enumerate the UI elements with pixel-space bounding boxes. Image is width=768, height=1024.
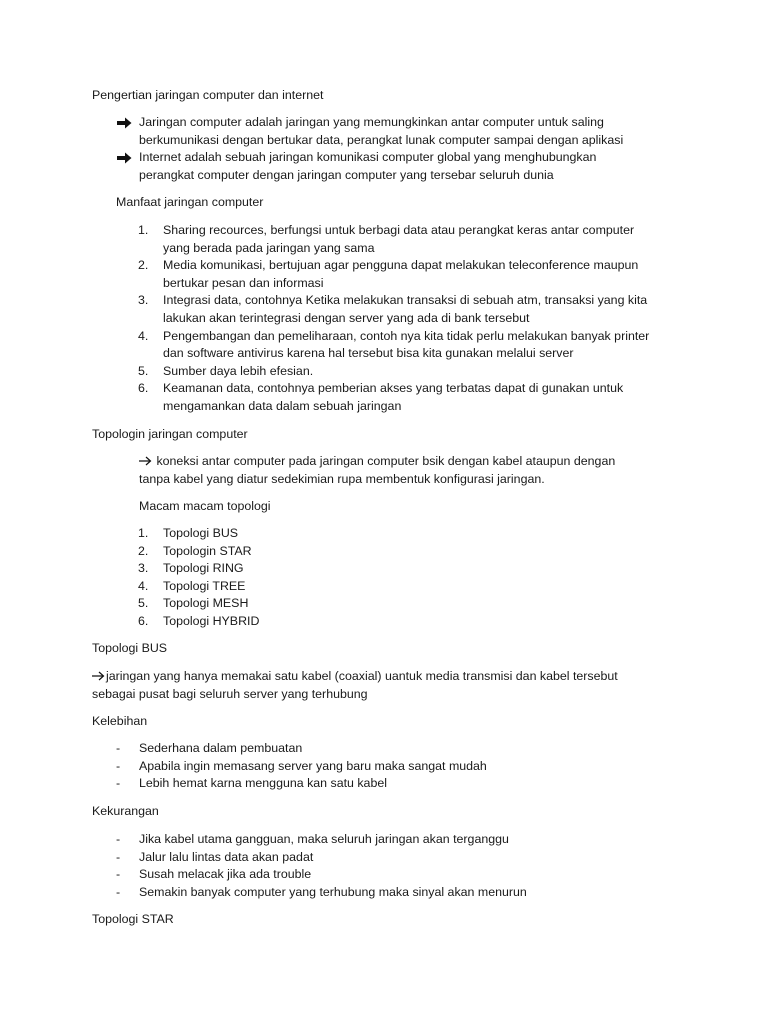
list-item	[0, 758, 768, 776]
list-text: Topologi MESH	[163, 596, 249, 611]
right-arrow-bullet-icon	[117, 149, 133, 167]
section-heading-kekurangan	[0, 803, 768, 821]
list-number: 4.	[138, 328, 149, 343]
bus-definition	[0, 668, 768, 703]
list-item	[0, 595, 768, 613]
list-number: 2.	[138, 258, 149, 273]
heading-text: Macam macam topologi	[139, 499, 271, 513]
heading-text: Topologin jaringan computer	[92, 427, 248, 441]
list-text: Lebih hemat karna mengguna kan satu kabel	[139, 776, 387, 791]
list-text: Apabila ingin memasang server yang baru maka sangat mudah	[139, 758, 487, 773]
list-item	[0, 292, 768, 327]
dash-bullet: -	[116, 867, 121, 882]
list-text: yang berada pada jaringan yang sama	[163, 240, 375, 255]
list-text: Integrasi data, contohnya Ketika melakukan transaksi di sebuah atm, transaksi yang kita	[163, 293, 648, 308]
list-number: 5.	[138, 363, 149, 378]
list-text: Topologi HYBRID	[163, 613, 260, 628]
right-arrow-icon	[139, 456, 152, 466]
heading-text: Topologi STAR	[92, 912, 174, 926]
list-text: Jalur lalu lintas data akan padat	[139, 849, 314, 864]
section-heading-macam	[0, 498, 768, 516]
list-text: Media komunikasi, bertujuan agar pengguna dapat melakukan teleconference maupun	[163, 258, 639, 273]
dash-bullet: -	[116, 832, 121, 846]
list-text: Semakin banyak computer yang terhubung maka sinyal akan menurun	[139, 884, 527, 899]
list-text: Sharing recources, berfungsi untuk berbagi data atau perangkat keras antar computer	[163, 223, 635, 237]
list-text: Topologi RING	[163, 561, 244, 576]
list-item	[0, 831, 768, 849]
list-text: lakukan akan terintegrasi dengan server yang ada di bank tersebut	[163, 310, 530, 325]
list-number: 1.	[138, 223, 149, 237]
section-heading-kelebihan	[0, 713, 768, 731]
list-item	[0, 543, 768, 561]
definition-line: jaringan yang hanya memakai satu kabel (coaxial) uantuk media transmisi dan kabel tersebut	[106, 669, 618, 683]
list-number: 3.	[138, 293, 149, 308]
list-text: Keamanan data, contohnya pemberian akses yang terbatas dapat di gunakan untuk	[163, 381, 624, 396]
section-heading-topologi	[0, 426, 768, 444]
list-number: 2.	[138, 543, 149, 558]
kelebihan-list	[0, 740, 768, 793]
topologi-definition	[0, 453, 768, 488]
list-number: 6.	[138, 613, 149, 628]
definition-item	[0, 149, 768, 184]
section-heading-intro	[0, 87, 768, 105]
list-text: bertukar pesan dan informasi	[163, 275, 324, 290]
dash-bullet: -	[116, 776, 121, 791]
dash-bullet: -	[116, 741, 121, 755]
list-text: Jika kabel utama gangguan, maka seluruh jaringan akan terganggu	[139, 832, 509, 846]
section-heading-bus	[0, 640, 768, 658]
definition-list	[0, 114, 768, 184]
definition-line: sebagai pusat bagi seluruh server yang terhubung	[92, 686, 368, 701]
heading-text: Topologi BUS	[92, 641, 168, 655]
list-text: Topologin STAR	[163, 543, 252, 558]
list-text: Susah melacak jika ada trouble	[139, 867, 312, 882]
heading-text: Manfaat jaringan computer	[116, 195, 264, 209]
definition-item	[0, 114, 768, 149]
list-text: dan software antivirus karena hal tersebut bisa kita gunakan melalui server	[163, 346, 574, 361]
list-item	[0, 775, 768, 793]
list-item	[0, 740, 768, 758]
dash-bullet: -	[116, 884, 121, 899]
definition-line: berkumunikasi dengan bertukar data, perangkat lunak computer sampai dengan aplikasi	[139, 132, 624, 147]
list-text: Pengembangan dan pemeliharaan, contoh nya kita tidak perlu melakukan banyak printer	[163, 328, 650, 343]
definition-line: koneksi antar computer pada jaringan computer bsik dengan kabel ataupun dengan	[156, 454, 616, 468]
list-item	[0, 884, 768, 902]
list-item	[0, 849, 768, 867]
list-item	[0, 328, 768, 363]
list-item	[0, 525, 768, 543]
list-number: 5.	[138, 596, 149, 611]
list-text: Topologi TREE	[163, 578, 246, 593]
heading-text: Pengertian jaringan computer dan internet	[92, 88, 324, 102]
list-text: Sederhana dalam pembuatan	[139, 741, 303, 755]
list-item	[0, 613, 768, 631]
definition-line: Internet adalah sebuah jaringan komunikasi computer global yang menghubungkan	[139, 150, 597, 165]
definition-line: tanpa kabel yang diatur sedekimian rupa membentuk konfigurasi jaringan.	[139, 471, 545, 486]
right-arrow-icon	[92, 671, 105, 681]
heading-text: Kekurangan	[92, 804, 159, 818]
list-item	[0, 866, 768, 884]
list-item	[0, 257, 768, 292]
list-number: 4.	[138, 578, 149, 593]
list-item	[0, 380, 768, 415]
list-number: 3.	[138, 561, 149, 576]
dash-bullet: -	[116, 849, 121, 864]
heading-text: Kelebihan	[92, 714, 148, 728]
right-arrow-bullet-icon	[117, 114, 133, 132]
list-number: 6.	[138, 381, 149, 396]
section-heading-manfaat	[0, 194, 768, 212]
list-text: Topologi BUS	[163, 526, 239, 540]
definition-line: perangkat computer dengan jaringan computer yang tersebar seluruh dunia	[139, 167, 554, 182]
list-text: mengamankan data dalam sebuah jaringan	[163, 398, 402, 413]
section-heading-star	[0, 911, 768, 929]
definition-line: Jaringan computer adalah jaringan yang memungkinkan antar computer untuk saling	[139, 115, 604, 129]
manfaat-list	[0, 222, 768, 416]
macam-list	[0, 525, 768, 631]
list-item	[0, 578, 768, 596]
list-item	[0, 222, 768, 257]
list-text: Sumber daya lebih efesian.	[163, 363, 314, 378]
dash-bullet: -	[116, 758, 121, 773]
list-item	[0, 363, 768, 381]
kekurangan-list	[0, 831, 768, 901]
list-item	[0, 560, 768, 578]
list-number: 1.	[138, 526, 149, 540]
